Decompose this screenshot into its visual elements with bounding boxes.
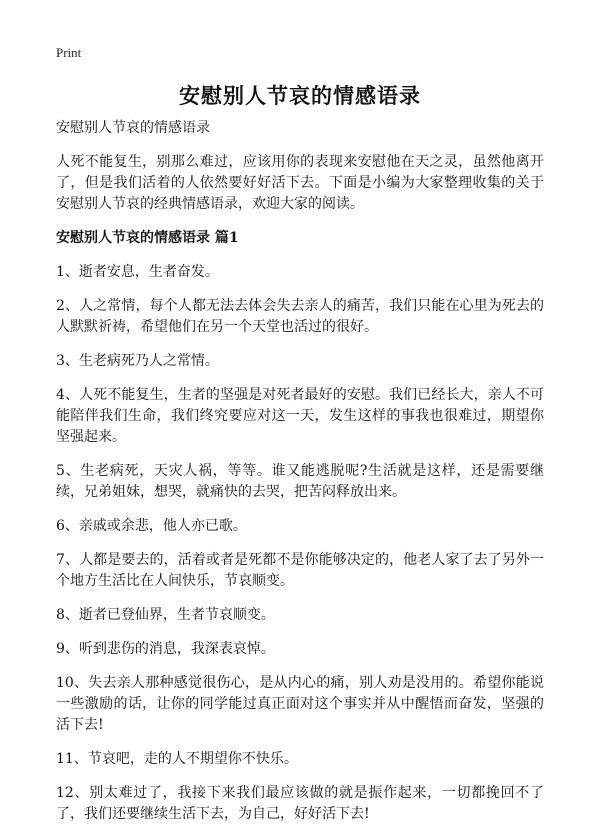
intro-paragraph: 人死不能复生，别那么难过，应该用你的表现来安慰他在天之灵，虽然他离开了，但是我们活着的人依然要好好活下去。下面是小编为大家整理收集的关于安慰别人节哀的经典情感语录，欢迎大家的阅读。 xyxy=(56,154,544,212)
list-item: 10、失去亲人那种感觉很伤心，是从内心的痛，别人劝是没用的。希望你能说一些激励的话，让你的同学能过真正面对这个事实并从中醒悟而奋发，坚强的活下去! xyxy=(56,675,544,733)
list-item: 6、亲戚或余悲，他人亦已歌。 xyxy=(56,518,247,534)
quote-list xyxy=(56,262,544,825)
list-item: 8、逝者已登仙界，生者节哀顺变。 xyxy=(56,607,275,623)
list-item: 7、人都是要去的，活着或者是死都不是你能够决定的，他老人家了去了另外一个地方生活比在人间快乐，节哀顺变。 xyxy=(56,552,544,589)
page-title: 安慰别人节哀的情感语录 xyxy=(179,83,421,108)
list-item: 9、听到悲伤的消息，我深表哀悼。 xyxy=(56,641,275,657)
subtitle: 安慰别人节哀的情感语录 xyxy=(56,120,210,136)
list-item: 3、生老病死乃人之常情。 xyxy=(56,353,219,369)
list-item: 12、别太难过了，我接下来我们最应该做的就是振作起来，一切都挽回不了了，我们还要继续生活下去，为自己，好好活下去! xyxy=(56,785,544,822)
list-item: 1、逝者安息，生者奋发。 xyxy=(56,264,219,280)
list-item: 2、人之常情，每个人都无法去体会失去亲人的痛苦，我们只能在心里为死去的人默默祈祷，希望他们在另一个天堂也活过的很好。 xyxy=(56,298,544,335)
list-item: 4、人死不能复生，生者的坚强是对死者最好的安慰。我们已经长大，亲人不可能陪伴我们生命，我们终究要应对这一天，发生这样的事我也很难过，期望你坚强起来。 xyxy=(56,387,544,445)
section-heading: 安慰别人节哀的情感语录 篇1 xyxy=(56,230,239,246)
print-link[interactable]: Print xyxy=(56,45,82,60)
list-item: 11、节哀吧，走的人不期望你不快乐。 xyxy=(56,751,298,767)
list-item: 5、生老病死，天灾人祸，等等。谁又能逃脱呢?生活就是这样，还是需要继续，兄弟姐妹，想哭，就痛快的去哭，把苦闷释放出来。 xyxy=(56,463,544,500)
